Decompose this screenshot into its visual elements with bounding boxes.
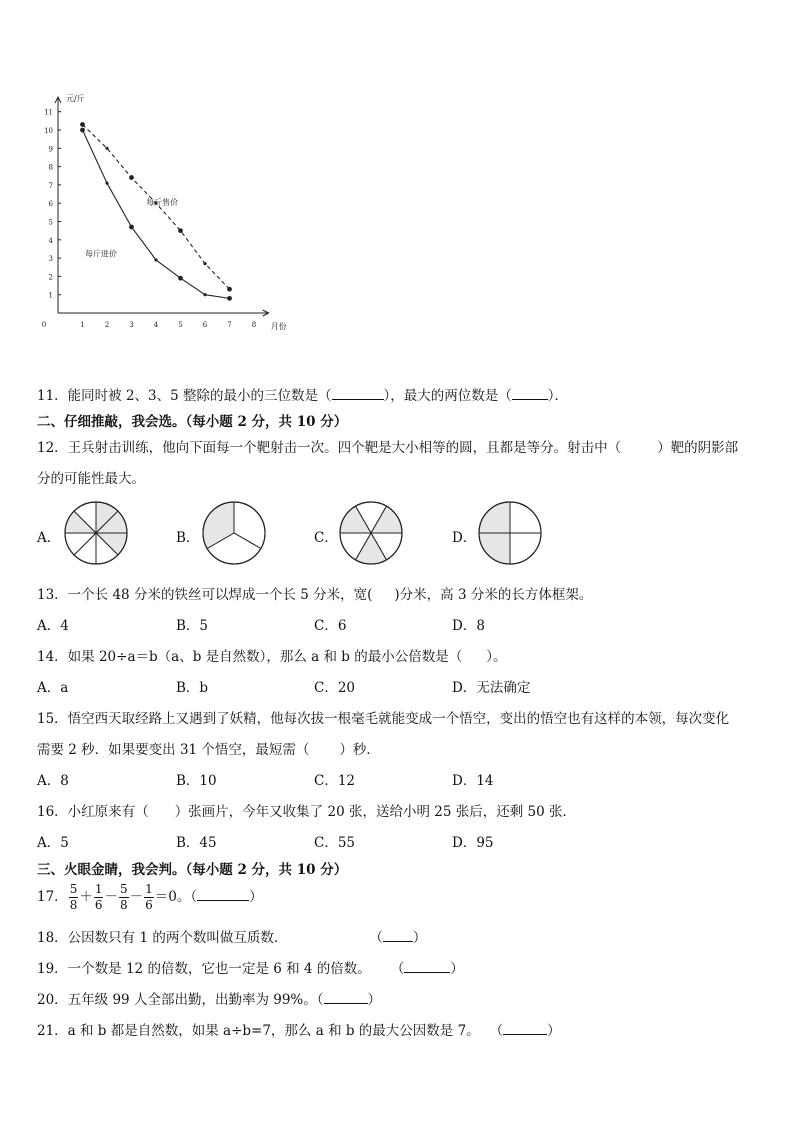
series-1-point bbox=[80, 122, 85, 127]
q14-option-d[interactable]: D．无法确定 bbox=[452, 680, 531, 696]
y-tick-label: 2 bbox=[48, 273, 53, 282]
q16-option-c[interactable]: C．55 bbox=[314, 835, 356, 851]
section-2-heading: 二、仔细推敲，我会选。（每小题 2 分，共 10 分） bbox=[37, 414, 348, 430]
q18-blank[interactable] bbox=[383, 929, 413, 942]
q11-end: ）． bbox=[547, 388, 569, 404]
x-tick-label: 2 bbox=[104, 321, 110, 329]
question-20 bbox=[37, 988, 381, 1008]
q15-option-b[interactable]: B．10 bbox=[176, 773, 217, 789]
question-15-line2 bbox=[37, 738, 380, 758]
q19-blank[interactable] bbox=[404, 960, 450, 973]
q11-blank-1[interactable] bbox=[332, 387, 384, 400]
q17-end: ） bbox=[249, 889, 263, 905]
series-2-point bbox=[129, 225, 134, 230]
q14-option-b[interactable]: B．b bbox=[176, 680, 209, 696]
q12-line1: 12．王兵射击训练，他向下面每一个靶射击一次。四个靶是大小相等的圆，且都是等分。射击中（ bbox=[37, 440, 622, 456]
q13-text: 13．一个长 48 分米的铁丝可以焊成一个长 5 分米，宽( bbox=[37, 587, 373, 603]
series-2-point bbox=[80, 128, 85, 133]
question-17 bbox=[37, 878, 263, 916]
q14-option-c[interactable]: C．20 bbox=[314, 680, 356, 696]
x-tick-label: 1 bbox=[80, 321, 85, 329]
question-16 bbox=[37, 800, 576, 820]
x-tick-label: 3 bbox=[129, 321, 134, 329]
q11-blank-2[interactable] bbox=[512, 387, 548, 400]
q12-option-d-label[interactable]: D． bbox=[452, 530, 477, 546]
x-tick-label: 6 bbox=[202, 321, 208, 329]
q16-options bbox=[37, 831, 757, 851]
q14-option-a[interactable]: A．a bbox=[37, 680, 69, 696]
q12-targets bbox=[37, 500, 597, 570]
q13-options bbox=[37, 614, 757, 634]
chart-svg bbox=[40, 88, 300, 338]
q12-line1b: ）靶的阴影部 bbox=[657, 440, 739, 456]
q16-option-b[interactable]: B．45 bbox=[176, 835, 217, 851]
q16-option-d[interactable]: D．95 bbox=[452, 835, 494, 851]
q13-option-b[interactable]: B．5 bbox=[176, 618, 209, 634]
question-13 bbox=[37, 583, 592, 603]
q21-blank[interactable] bbox=[503, 1022, 547, 1035]
q15-line2b: ）秒． bbox=[339, 742, 380, 758]
q19-close: ） bbox=[450, 961, 464, 977]
series-2-point bbox=[203, 293, 206, 296]
y-tick-label: 4 bbox=[48, 236, 53, 245]
series-1-point bbox=[203, 262, 206, 265]
q11-mid: ），最大的两位数是（ bbox=[383, 388, 512, 404]
x-tick-label: 5 bbox=[178, 321, 183, 329]
question-18 bbox=[37, 926, 426, 946]
question-15-line1: 15．悟空西天取经路上又遇到了妖精，他每次拔一根毫毛就能变成一个悟空，变出的悟空也有这样的本领，每次变化 bbox=[37, 711, 730, 727]
series-1-point bbox=[105, 147, 108, 150]
series-1-point bbox=[178, 228, 183, 233]
q15-line2: 需要 2 秒．如果要变出 31 个悟空，最短需（ bbox=[37, 742, 310, 758]
q21-close: ） bbox=[547, 1023, 561, 1039]
question-11 bbox=[37, 384, 568, 404]
y-tick-label: 3 bbox=[48, 255, 53, 264]
series-1-point bbox=[129, 175, 134, 180]
series-1-point bbox=[227, 287, 232, 292]
series-label-cost-price: 每斤进价 bbox=[84, 249, 117, 259]
q19-open: （ bbox=[390, 961, 405, 977]
q20-blank[interactable] bbox=[324, 991, 368, 1004]
q15-option-a[interactable]: A．8 bbox=[37, 773, 69, 789]
series-2-point bbox=[227, 296, 232, 301]
q17-blank[interactable] bbox=[197, 888, 249, 901]
q18-close: ） bbox=[412, 930, 427, 946]
minus-sign-1: － bbox=[104, 889, 118, 905]
q17-fraction-3: $\frac{5}{8}$ bbox=[119, 882, 128, 912]
y-tick-label: 9 bbox=[48, 145, 53, 154]
q18-open: （ bbox=[369, 930, 383, 946]
q15-options bbox=[37, 769, 757, 789]
q14-text2: ）。 bbox=[486, 649, 507, 665]
minus-sign-2: － bbox=[129, 889, 144, 905]
y-tick-label: 1 bbox=[48, 291, 53, 300]
y-tick-label: 5 bbox=[48, 218, 53, 227]
series-2-point bbox=[154, 258, 157, 261]
q13-text2: )分米，高 3 分米的长方体框架。 bbox=[394, 587, 593, 603]
series-line-2 bbox=[83, 130, 230, 298]
q13-option-c[interactable]: C．6 bbox=[314, 618, 347, 634]
q21-text: 21．a 和 b 都是自然数，如果 a÷b=7，那么 a 和 b 的最大公因数是 7。 bbox=[37, 1023, 480, 1039]
y-tick-label: 8 bbox=[48, 163, 53, 172]
x-axis-label: 月份 bbox=[270, 322, 287, 331]
q20-text: 20．五年级 99 人全部出勤，出勤率为 99%。（ bbox=[37, 992, 324, 1008]
price-line-chart bbox=[40, 88, 300, 342]
question-19 bbox=[37, 957, 464, 977]
target-d-quarters-icon[interactable] bbox=[477, 500, 543, 566]
q17-fraction-1: $\frac{5}{8}$ bbox=[69, 882, 78, 912]
q15-option-d[interactable]: D．14 bbox=[452, 773, 494, 789]
q11-text: 11．能同时被 2、3、5 整除的最小的三位数是（ bbox=[37, 388, 332, 404]
q17-fraction-4: $\frac{1}{6}$ bbox=[145, 882, 153, 912]
question-12-line2: 分的可能性最大。 bbox=[37, 471, 145, 487]
question-21 bbox=[37, 1019, 561, 1039]
q20-close: ） bbox=[367, 992, 381, 1008]
q17-fraction-2: $\frac{1}{6}$ bbox=[94, 882, 103, 912]
target-c-sixths-icon[interactable] bbox=[338, 500, 404, 566]
plus-sign: ＋ bbox=[79, 889, 93, 905]
question-12-line1 bbox=[37, 436, 738, 456]
series-2-point bbox=[105, 181, 108, 184]
y-tick-label: 7 bbox=[48, 181, 53, 190]
q17-equals: ＝0。（ bbox=[154, 889, 198, 905]
section-3-heading: 三、火眼金睛，我会判。（每小题 2 分，共 10 分） bbox=[37, 862, 348, 878]
y-axis-label: 元/斤 bbox=[66, 94, 85, 104]
q12-option-c-label[interactable]: C． bbox=[314, 530, 338, 546]
q12-option-b-label[interactable]: B． bbox=[176, 530, 200, 546]
target-b-thirds-icon[interactable] bbox=[201, 500, 267, 566]
y-tick-label: 10 bbox=[44, 127, 53, 135]
target-a-eighths-icon[interactable] bbox=[63, 500, 129, 566]
q12-option-a-label[interactable]: A． bbox=[37, 530, 61, 546]
series-label-sale-price: 每斤售价 bbox=[146, 198, 179, 208]
x-tick-label: 7 bbox=[227, 321, 232, 329]
q19-text: 19．一个数是 12 的倍数，它也一定是 6 和 4 的倍数。 bbox=[37, 961, 371, 977]
x-tick-label: 8 bbox=[251, 321, 257, 329]
q16-option-a[interactable]: A．5 bbox=[37, 835, 69, 851]
q13-option-a[interactable]: A．4 bbox=[37, 618, 69, 634]
q15-option-c[interactable]: C．12 bbox=[314, 773, 356, 789]
q18-text: 18．公因数只有 1 的两个数叫做互质数． bbox=[37, 930, 288, 946]
q13-option-d[interactable]: D．8 bbox=[452, 618, 485, 634]
x-tick-label: 0 bbox=[41, 321, 47, 329]
q17-num: 17． bbox=[37, 889, 68, 905]
y-tick-label: 6 bbox=[48, 200, 53, 209]
q14-options bbox=[37, 676, 757, 696]
q16-text: 16．小红原来有（ bbox=[37, 804, 149, 820]
x-tick-label: 4 bbox=[153, 321, 159, 329]
question-14 bbox=[37, 645, 507, 665]
q16-text2: ）张画片，今年又收集了 20 张，送给小明 25 张后，还剩 50 张． bbox=[174, 804, 576, 820]
series-2-point bbox=[178, 276, 183, 281]
q21-open: （ bbox=[489, 1023, 504, 1039]
q14-text: 14．如果 20÷a＝b（a、b 是自然数），那么 a 和 b 的最小公倍数是（ bbox=[37, 649, 463, 665]
y-tick-label: 11 bbox=[44, 108, 53, 117]
